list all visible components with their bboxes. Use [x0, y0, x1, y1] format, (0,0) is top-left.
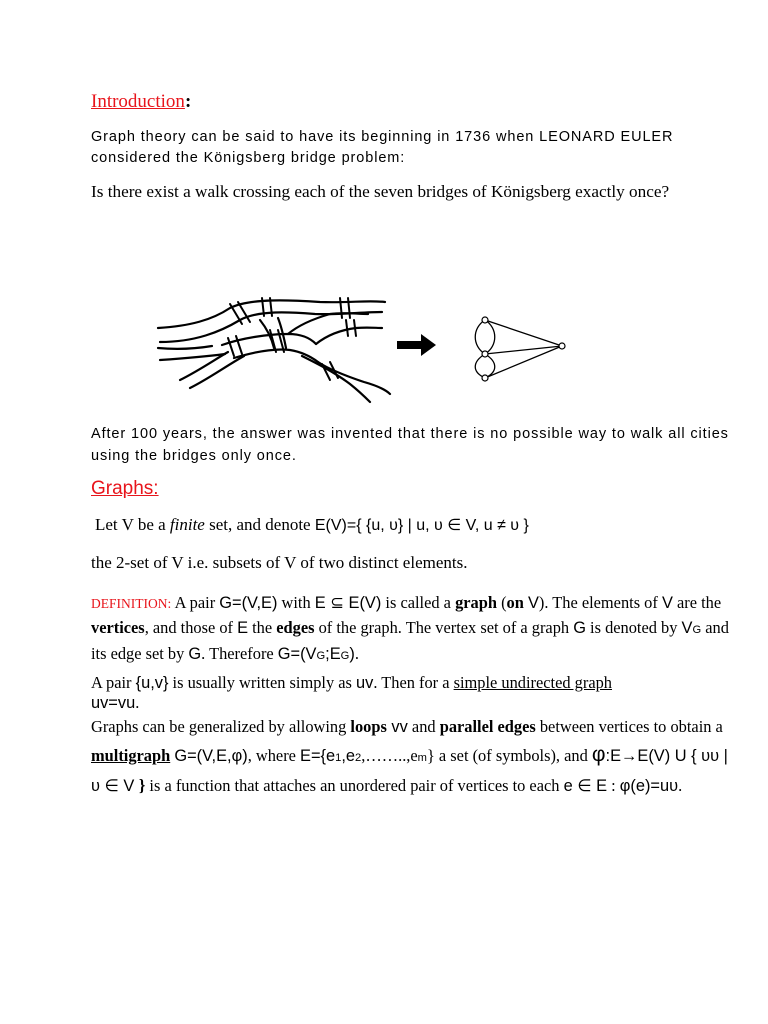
math-run: E ⊆ E(V) — [314, 594, 382, 612]
math-run: G — [188, 645, 202, 663]
graph-vertices — [482, 317, 565, 381]
math-run: :E→E(V) U { υυ | υ ∈ V — [91, 747, 728, 795]
parallel-edges-term: parallel edges — [439, 717, 536, 736]
text-run: is usually written simply as — [168, 673, 357, 692]
vertices-term: vertices — [91, 618, 145, 637]
introduction-heading-text: Introduction — [91, 91, 185, 112]
text-run: set, and denote — [204, 515, 315, 534]
text-run: A pair — [91, 673, 136, 692]
math-run: φ(e)=uυ — [619, 777, 679, 795]
introduction-heading-colon: : — [184, 91, 192, 112]
arrow-right-icon — [397, 334, 436, 356]
text-run: . Therefore — [201, 644, 278, 663]
math-run: uv=vu — [91, 694, 136, 712]
text-run: . — [135, 693, 140, 712]
text-run: A pair — [174, 593, 220, 612]
two-set-paragraph: the 2-set of V i.e. subsets of V of two distinct elements. — [91, 553, 468, 572]
subscript: G — [316, 650, 326, 662]
text-run: ,……..,e — [361, 746, 418, 765]
multigraph-paragraph — [91, 713, 741, 800]
euler-multigraph — [475, 320, 562, 378]
subscript: G — [692, 624, 702, 636]
subscript: 1 — [335, 752, 342, 764]
subscript: m — [417, 752, 427, 764]
simple-undirected-graph-term: simple undirected graph — [453, 673, 613, 692]
math-run: E={e — [300, 747, 336, 765]
introduction-heading — [91, 91, 191, 113]
intro-question: Is there exist a walk crossing each of the seven bridges of Königsberg exactly once? — [91, 182, 670, 201]
text-run: is called a — [381, 593, 456, 612]
math-run: V — [527, 594, 539, 612]
math-run: {u,v} — [135, 674, 169, 692]
math-run: ) — [349, 645, 355, 663]
text-run: is denoted by — [585, 618, 682, 637]
math-run: ;E — [325, 645, 341, 663]
intro-paragraph-1: Graph theory can be said to have its beginning in 1736 when LEONARD EULER considered the Königsberg bridge problem: — [91, 129, 674, 166]
math-run: vv — [386, 718, 408, 736]
text-run: } — [426, 746, 435, 765]
math-run: V — [681, 619, 693, 637]
math-run: E — [237, 619, 249, 637]
multigraph-term: multigraph — [91, 746, 171, 765]
text-run: Let V be a — [95, 515, 170, 534]
math-run: G=(V,E,φ) — [174, 747, 248, 765]
text-run: : — [607, 776, 620, 795]
text-run: . — [354, 644, 359, 663]
konigsberg-map — [158, 300, 390, 402]
text-run: between vertices to obtain a — [535, 717, 723, 736]
phi-symbol: φ — [591, 743, 606, 766]
text-run: a set (of symbols), and — [434, 746, 592, 765]
let-v-paragraph — [95, 515, 529, 535]
math-run: uv — [356, 674, 374, 692]
math-run: G — [573, 619, 586, 637]
text-run: } — [138, 776, 146, 795]
subscript: G — [340, 650, 350, 662]
math-run: G=(V,E) — [219, 594, 278, 612]
math-run: V — [661, 594, 673, 612]
text-run: Graphs can be generalized by allowing — [91, 717, 351, 736]
text-run: the — [248, 618, 277, 637]
text-run: are the — [672, 593, 722, 612]
text-run: with — [277, 593, 315, 612]
text-run: . — [678, 776, 683, 795]
text-run: ( — [496, 593, 507, 612]
edge-set-formula: E(V)={ {u, υ} | u, υ ∈ V, u ≠ υ } — [314, 517, 529, 534]
subscript: 2 — [355, 752, 362, 764]
on-term: on — [506, 593, 524, 612]
text-run: and — [407, 717, 440, 736]
text-run: and its edge set by — [91, 618, 729, 663]
finite-term: finite — [169, 515, 205, 534]
text-run: , and those of — [144, 618, 238, 637]
definition-paragraph — [91, 591, 741, 668]
konigsberg-bridge-figure — [150, 290, 590, 405]
edges-term: edges — [276, 618, 315, 637]
loops-term: loops — [350, 717, 387, 736]
definition-label: DEFINITION — [91, 596, 168, 611]
math-run: e ∈ E — [563, 777, 607, 795]
text-run: ). The elements of — [538, 593, 662, 612]
math-run: ,e — [341, 747, 356, 765]
text-run: of the graph. The vertex set of a graph — [314, 618, 574, 637]
math-run: G=(V — [277, 645, 317, 663]
pair-notation-paragraph — [91, 673, 741, 713]
graphs-heading — [91, 478, 159, 500]
text-run: . Then for a — [373, 673, 454, 692]
graphs-heading-text: Graphs: — [91, 478, 159, 499]
text-run: is a function that attaches an unordered pair of vertices to each — [145, 776, 564, 795]
text-run: , where — [247, 746, 301, 765]
definition-colon: : — [167, 596, 175, 611]
answer-paragraph: After 100 years, the answer was invented that there is no possible way to walk all cities using the bridges only once. — [91, 426, 729, 464]
graph-term: graph — [455, 593, 497, 612]
